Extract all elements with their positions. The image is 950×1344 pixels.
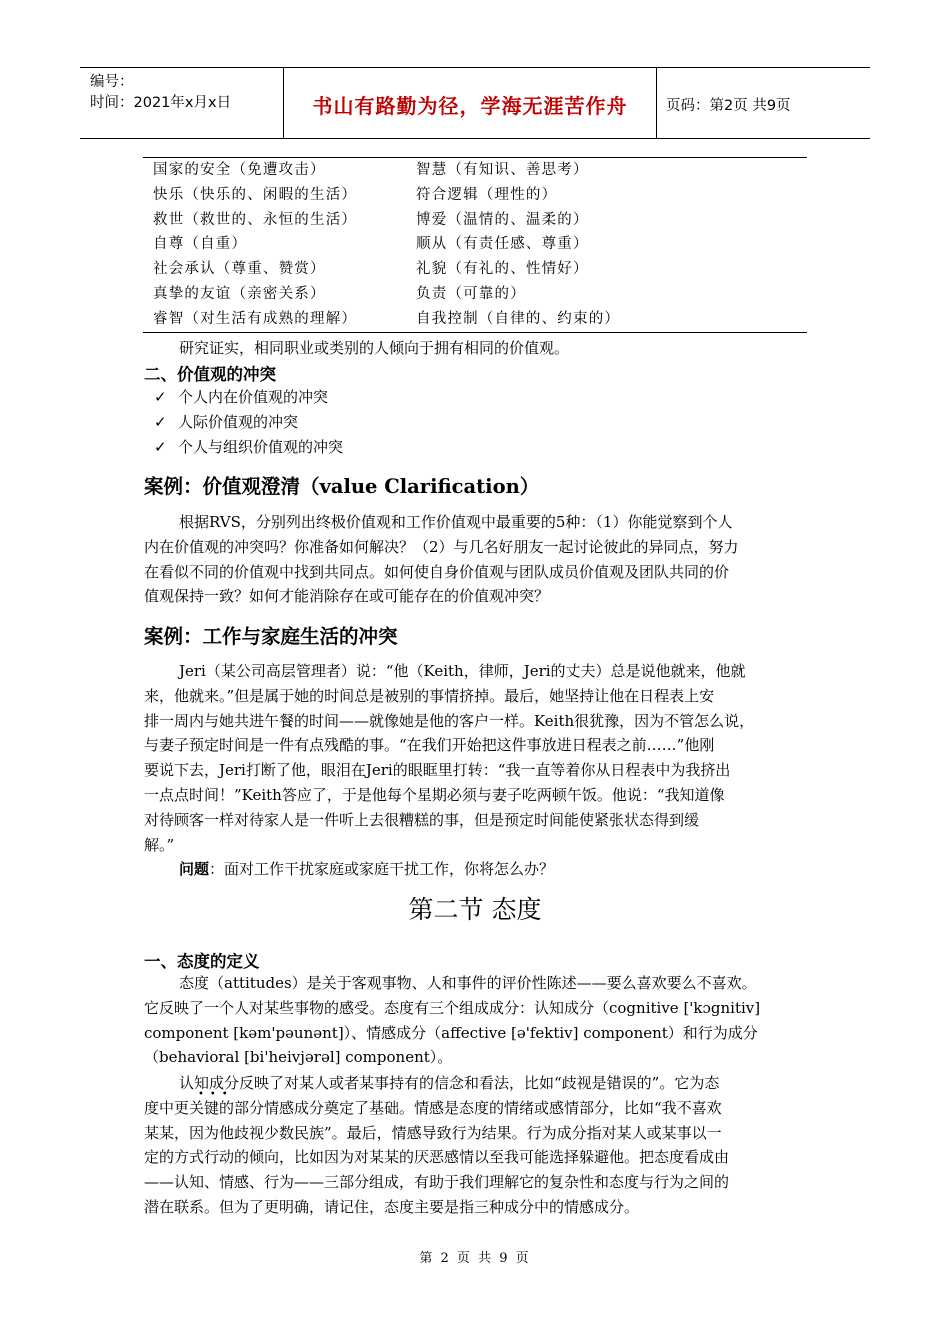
definition-heading: 一、态度的定义 <box>144 952 260 971</box>
text-line: 来，他就来。”但是属于她的时间总是被别的事情挤掉。最后，她坚持让他在日程表上安 <box>144 686 715 705</box>
text-line: 它反映了一个人对某些事物的感受。态度有三个组成成分：认知成分（cognitive ['kɔgnitiv] <box>144 998 761 1017</box>
table-row <box>143 208 807 233</box>
text-line: 对待顾客一样对待家人是一件听上去很糟糕的事，但是预定时间能使紧张状态得到缓 <box>144 810 700 829</box>
case2-paragraph <box>144 659 808 882</box>
table-cell: 礼貌（有礼的、性情好） <box>416 261 589 278</box>
text-line: 一点点时间！”Keith答应了，于是他每个星期必须与妻子吃两顿午饭。他说：“我知道像 <box>144 785 725 804</box>
list-item-text: 人际价值观的冲突 <box>178 413 299 431</box>
table-row <box>143 307 807 332</box>
header-meta <box>90 72 231 114</box>
emphasis-dots: ••• <box>198 1089 234 1100</box>
text-line: 某某，因为他歧视少数民族”。最后，情感导致行为结果。行为成分指对某人或某事以一 <box>144 1123 722 1142</box>
question-line <box>144 857 808 882</box>
text-line: 认知成分反映了对某人或者某事持有的信念和看法，比如“歧视是错误的”。它为态 <box>179 1074 720 1092</box>
research-note: 研究证实，相同职业或类别的人倾向于拥有相同的价值观。 <box>179 339 570 357</box>
table-cell: 符合逻辑（理性的） <box>416 186 558 203</box>
text-line: （behavioral [bi'heivjərəl] component）。 <box>144 1048 453 1067</box>
conflict-heading: 二、价值观的冲突 <box>144 365 276 384</box>
table-cell: 国家的安全（免遭攻击） <box>153 162 326 178</box>
question-label: 问题 <box>179 860 210 879</box>
values-table <box>143 157 807 333</box>
table-cell: 负责（可靠的） <box>416 285 526 302</box>
text-line: 潜在联系。但为了更明确，请记住，态度主要是指三种成分中的情感成分。 <box>144 1197 640 1216</box>
section-title: 第二节 态度 <box>408 895 542 924</box>
list-item-text: 个人与组织价值观的冲突 <box>178 438 344 456</box>
text-line: 根据RVS，分别列出终极价值观和工作价值观中最重要的5种：（1）你能觉察到个人 <box>179 513 733 531</box>
check-icon: ✓ <box>154 413 167 431</box>
case1-paragraph <box>144 510 808 609</box>
table-cell: 睿智（对生活有成熟的理解） <box>153 310 358 327</box>
text-line: 度中更关键的部分情感成分奠定了基础。情感是态度的情绪或感情部分，比如“我不喜欢 <box>144 1098 722 1117</box>
question-text: ：面对工作干扰家庭或家庭干扰工作，你将怎么办？ <box>209 860 555 879</box>
text-line: 与妻子预定时间是一件有点残酷的事。“在我们开始把这件事放进日程表之前……”他刚 <box>144 736 715 755</box>
table-cell: 自我控制（自律的、约束的） <box>416 310 621 327</box>
case2-title: 案例：工作与家庭生活的冲突 <box>144 625 398 648</box>
table-row <box>143 183 807 208</box>
text-line: 内在价值观的冲突吗？你准备如何解决？（2）与几名好朋友一起讨论彼此的异同点，努力 <box>144 537 739 556</box>
header-divider <box>656 68 657 138</box>
text-line: 在看似不同的价值观中找到共同点。如何使自身价值观与团队成员价值观及团队共同的价 <box>144 562 730 581</box>
text-line: 定的方式行动的倾向，比如因为对某某的厌恶感情以至我可能选择躲避他。把态度看成由 <box>144 1148 730 1167</box>
definition-paragraph <box>144 971 808 1070</box>
check-icon: ✓ <box>154 388 167 406</box>
table-cell: 真挚的友谊（亲密关系） <box>153 285 326 302</box>
text-line: 要说下去，Jeri打断了他，眼泪在Jeri的眼眶里打转：“我一直等着你从日程表中为我挤出 <box>144 761 731 780</box>
code-label: 编号： <box>90 74 134 90</box>
text-line: ——认知、情感、行为——三部分组成，有助于我们理解它的复杂性和态度与行为之间的 <box>144 1173 730 1192</box>
list-item-text: 个人内在价值观的冲突 <box>178 388 329 406</box>
table-cell: 社会承认（尊重、赞赏） <box>153 261 326 278</box>
table-cell: 博爱（温情的、温柔的） <box>416 211 589 228</box>
text-line: 排一周内与她共进午餐的时间——就像她是他的客户一样。Keith很犹豫，因为不管怎么说， <box>144 711 755 730</box>
header-page-info: 页码：第2页 共9页 <box>666 98 791 114</box>
header-motto: 书山有路勤为径，学海无涯苦作舟 <box>312 94 628 118</box>
text-line: 解。” <box>144 835 175 854</box>
list-item <box>154 436 343 457</box>
table-row <box>143 282 807 307</box>
table-cell: 顺从（有责任感、尊重） <box>416 236 589 253</box>
text-line: component [kəm'pəunənt]）、情感成分（affective [ə'fektiv] component）和行为成分 <box>144 1023 758 1042</box>
table-cell: 快乐（快乐的、闲暇的生活） <box>153 186 358 203</box>
text-line: 态度（attitudes）是关于客观事物、人和事件的评价性陈述——要么喜欢要么不喜欢。 <box>179 974 757 992</box>
table-row <box>143 257 807 282</box>
table-cell: 自尊（自重） <box>153 236 248 253</box>
page-header <box>80 67 870 139</box>
text-line: Jeri（某公司高层管理者）说：“他（Keith，律师，Jeri的丈夫）总是说他就来，他就 <box>179 662 746 680</box>
list-item <box>154 386 328 407</box>
text-line: 值观保持一致？如何才能消除存在或可能存在的价值观冲突？ <box>144 587 550 606</box>
case1-title: 案例：价值观澄清（value Clarification） <box>144 475 540 498</box>
date-label: 时间：2021年x月x日 <box>90 95 232 111</box>
table-cell: 救世（救世的、永恒的生活） <box>153 211 358 228</box>
check-icon: ✓ <box>154 438 167 456</box>
list-item <box>154 411 298 432</box>
table-cell: 智慧（有知识、善思考） <box>416 162 589 178</box>
table-row <box>143 158 807 183</box>
components-paragraph <box>144 1071 808 1220</box>
table-row <box>143 232 807 257</box>
page-footer: 第 2 页 共 9 页 <box>419 1251 531 1266</box>
